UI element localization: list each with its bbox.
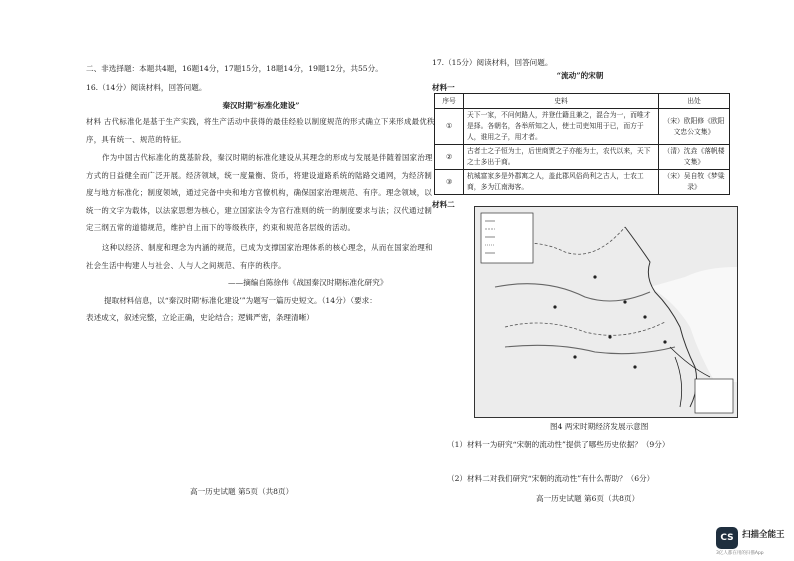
footer-page-5: 高一历史试题 第5页（共8页） bbox=[190, 487, 294, 496]
material-2-label: 材料二 bbox=[432, 200, 455, 209]
header-no: 序号 bbox=[435, 94, 464, 109]
material-paragraph-3: 这种以经济、制度和理念为内涵的规范，已成为支撑国家治理体系的核心理念，从而在国家治理和社会生活中构建人与社会、人与人之间规范、有序的秩序。 bbox=[86, 243, 433, 270]
table-row bbox=[435, 145, 730, 170]
camscanner-name: 扫描全能王 bbox=[742, 530, 785, 540]
map-caption: 图4 两宋时期经济发展示意图 bbox=[550, 422, 649, 431]
question-16-intro: 16.（14分）阅读材料，回答问题。 bbox=[86, 83, 207, 92]
material-paragraph-1: 材料 古代标准化是基于生产实践，将生产活动中获得的最佳经验以制度规范的形式确立下来形成最优秩序，具有统一、规范的特征。 bbox=[86, 117, 435, 144]
citation: ——摘编自陈徐伟《战国秦汉时期标准化研究》 bbox=[228, 278, 388, 287]
material-1-label: 材料一 bbox=[432, 83, 455, 92]
table-row bbox=[435, 170, 730, 195]
row-source: （宋）吴自牧《梦粱录》 bbox=[659, 170, 730, 195]
map-illustration bbox=[475, 207, 737, 417]
row-no: ③ bbox=[435, 170, 464, 195]
essay-title: 秦汉时期“标准化建设” bbox=[222, 101, 300, 110]
song-economy-map bbox=[474, 206, 738, 418]
camscanner-logo: CS bbox=[716, 527, 738, 549]
material-paragraph-2: 作为中国古代标准化的奠基阶段，秦汉时期的标准化建设从其理念的形成与发展是伴随着国家治理方式的日益健全而广泛开展。经济领域，统一度量衡、货币，将建设道路系统的陆路交通网，为经济制度与地方标准化；制度领域，通过完备中央和地方官僚机构，确保国家治理规范、有序。理念领域，以统一的文字为载体，以法家思想为核心，建立国家法令为官行准则的统一的制度要求与法；汉代通过制定三纲五常的道德规范，维护自上而下的等级秩序，约束和规范各层级的活动。 bbox=[86, 153, 433, 232]
row-no: ② bbox=[435, 145, 464, 170]
header-source: 出处 bbox=[659, 94, 730, 109]
task-line-1: 提取材料信息，以“秦汉时期‘标准化建设’”为题写一篇历史短文。（14分）（要求： bbox=[104, 296, 377, 305]
question-17-intro: 17.（15分）阅读材料，回答问题。 bbox=[432, 58, 553, 67]
camscanner-tagline: 3亿人都在用的扫描App bbox=[716, 551, 764, 556]
row-text: 杭城富家多是外郡寓之人，盖此郡风俗尚利之古人，士农工商，多为江南海客。 bbox=[464, 170, 659, 195]
footer-page-6: 高一历史试题 第6页（共8页） bbox=[536, 494, 640, 503]
source-table bbox=[434, 93, 730, 195]
header-text: 史料 bbox=[464, 94, 659, 109]
row-source: （清）沈垚《落帆楼文集》 bbox=[659, 145, 730, 170]
table-header-row bbox=[435, 94, 730, 109]
task-line-2: 表述成文，叙述完整，立论正确，史论结合；逻辑严密，条理清晰） bbox=[86, 313, 314, 322]
sub-question-1: （1）材料一为研究“宋朝的流动性”提供了哪些历史依据？（9分） bbox=[447, 440, 670, 449]
table-row bbox=[435, 109, 730, 145]
row-no: ① bbox=[435, 109, 464, 145]
section-header: 二、非选择题：本题共4题，16题14分，17题15分，18题14分，19题12分，共55分。 bbox=[86, 64, 383, 73]
row-text: 天下一家，不问何路人，并登仕籍且兼之，混合为一，而唯才是择。各朝名，各举所知之人，使士司吏知用于已，而方于人，谁用之子，用才者。 bbox=[464, 109, 659, 145]
row-text: 古者士之子恒为士，后世商贾之子亦能为士，农代以来，天下之士多出于商。 bbox=[464, 145, 659, 170]
material-subtitle: “流动”的宋朝 bbox=[556, 71, 604, 80]
sub-question-2: （2）材料二对我们研究“宋朝的流动性”有什么帮助？（6分） bbox=[447, 474, 655, 483]
row-source: （宋）欧阳修《欧阳文忠公文集》 bbox=[659, 109, 730, 145]
